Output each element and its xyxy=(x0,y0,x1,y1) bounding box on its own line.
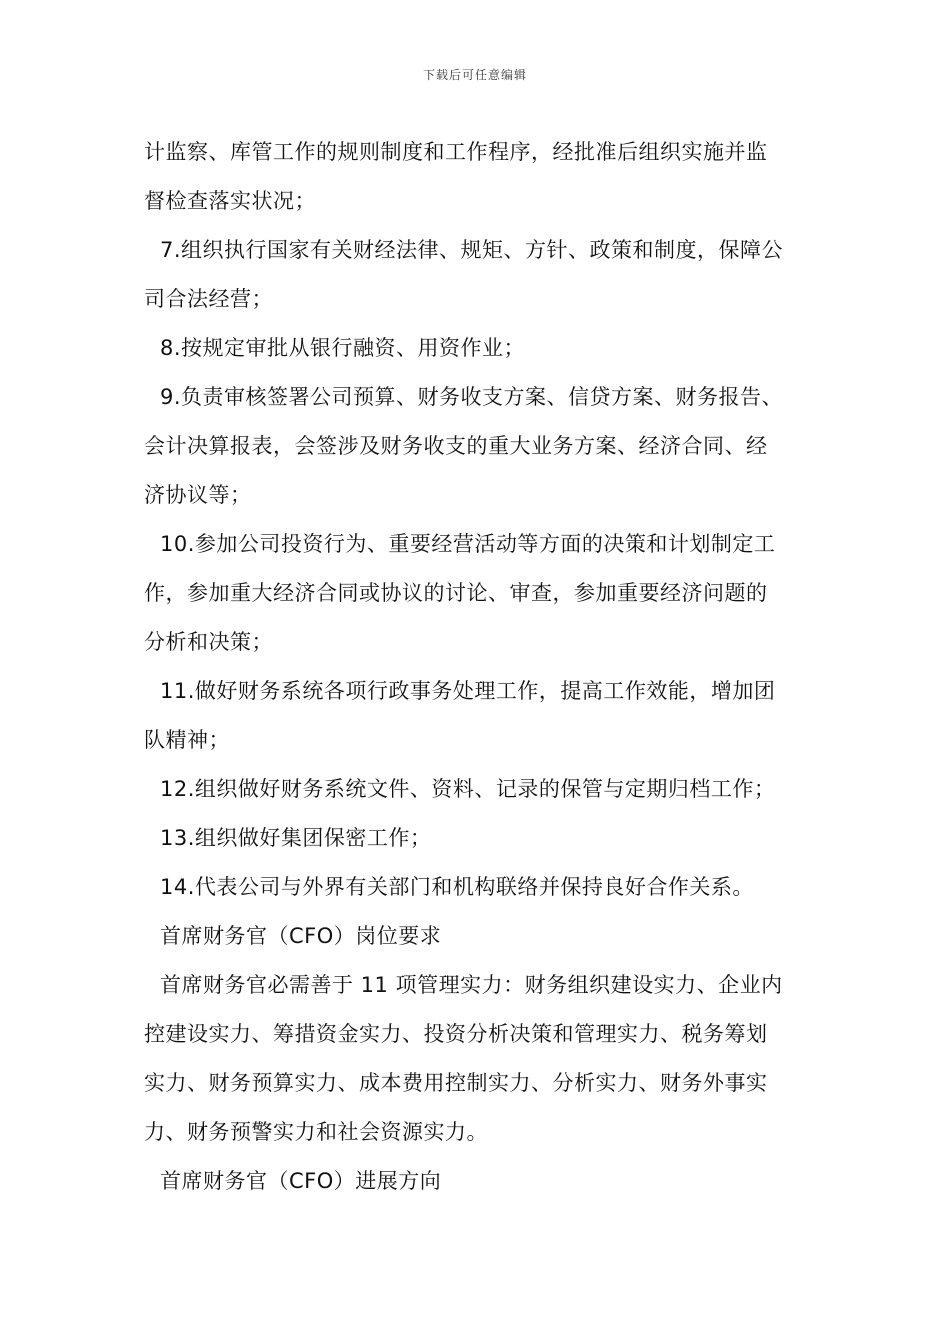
list-item-9: 9.负责审核签署公司预算、财务收支方案、信贷方案、财务报告、 xyxy=(160,385,784,409)
text-line: 计监察、库管工作的规则制度和工作程序，经批准后组织实施并监 xyxy=(144,140,768,164)
text-line: 济协议等； xyxy=(144,483,252,507)
list-item-12: 12.组织做好财务系统文件、资料、记录的保管与定期归档工作； xyxy=(160,777,776,801)
document-body xyxy=(144,128,808,1206)
section-heading-direction: 首席财务官（CFO）进展方向 xyxy=(160,1169,442,1193)
text-line: 分析和决策； xyxy=(144,630,273,654)
list-item-13: 13.组织做好集团保密工作； xyxy=(160,826,432,850)
text-line: 司合法经营； xyxy=(144,287,273,311)
text-line: 会计决算报表，会签涉及财务收支的重大业务方案、经济合同、经 xyxy=(144,434,768,458)
list-item-10: 10.参加公司投资行为、重要经营活动等方面的决策和计划制定工 xyxy=(160,532,776,556)
text-line: 作，参加重大经济合同或协议的讨论、审查，参加重要经济问题的 xyxy=(144,581,768,605)
list-item-7: 7.组织执行国家有关财经法律、规矩、方针、政策和制度，保障公 xyxy=(160,238,784,262)
list-item-8: 8.按规定审批从银行融资、用资作业； xyxy=(160,336,526,360)
text-line: 首席财务官必需善于 11 项管理实力：财务组织建设实力、企业内 xyxy=(160,973,783,997)
section-heading-requirements: 首席财务官（CFO）岗位要求 xyxy=(160,924,442,948)
page-header: 下载后可任意编辑 xyxy=(422,68,527,82)
text-line: 队精神； xyxy=(144,728,230,752)
text-line: 控建设实力、筹措资金实力、投资分析决策和管理实力、税务筹划 xyxy=(144,1022,768,1046)
text-line: 督检查落实状况； xyxy=(144,189,316,213)
list-item-11: 11.做好财务系统各项行政事务处理工作，提高工作效能，增加团 xyxy=(160,679,776,703)
text-line: 力、财务预警实力和社会资源实力。 xyxy=(144,1120,488,1144)
text-line: 实力、财务预算实力、成本费用控制实力、分析实力、财务外事实 xyxy=(144,1071,768,1095)
list-item-14: 14.代表公司与外界有关部门和机构联络并保持良好合作关系。 xyxy=(160,875,754,899)
